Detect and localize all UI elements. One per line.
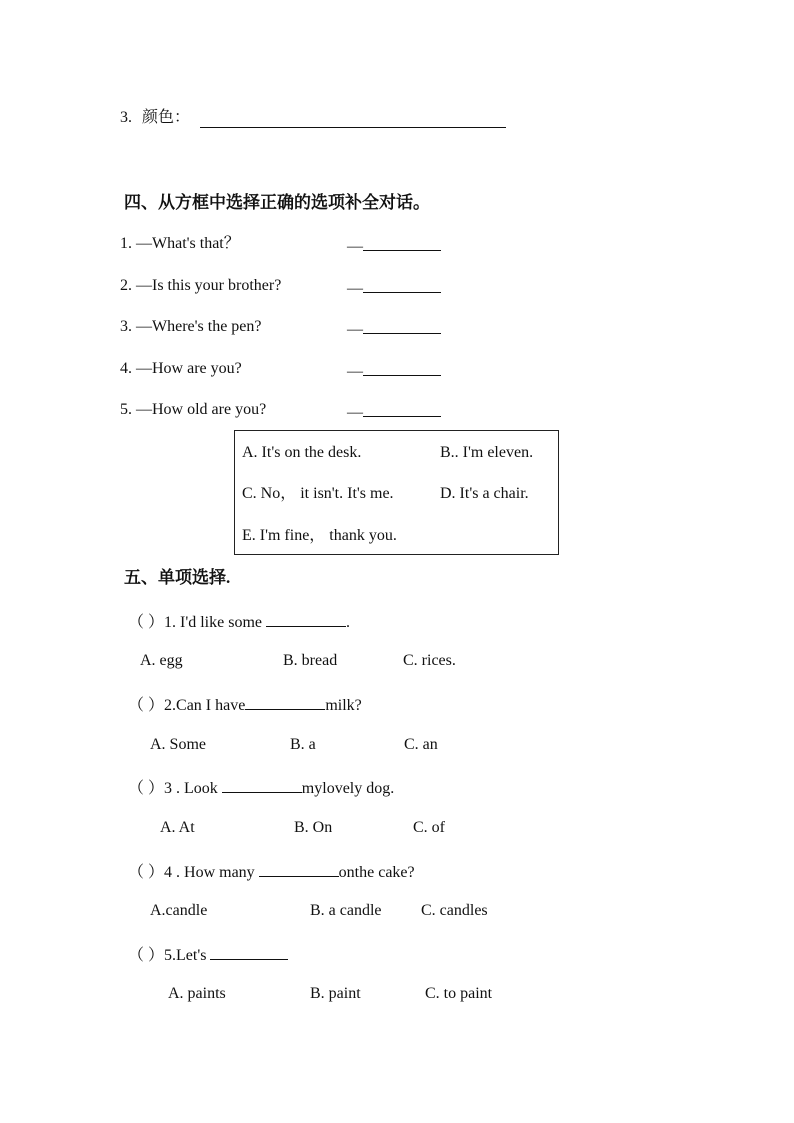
dialog-answer-blank[interactable] (363, 359, 441, 376)
mc-choice-1b: B. bread (283, 652, 338, 669)
mc-question-4 (128, 860, 415, 883)
mc-question-3 (128, 776, 394, 799)
mc-question-5 (128, 943, 288, 966)
dialog-answer-blank[interactable] (363, 317, 441, 334)
dialog-answer-5 (347, 400, 441, 423)
color-question-number: 3. (120, 109, 132, 126)
mc-question-text: 3 . Look (164, 780, 222, 797)
mc-choice-5c: C. to paint (425, 985, 493, 1002)
mc-answer-blank[interactable] (222, 776, 302, 793)
dialog-dash: — (347, 280, 363, 297)
dialog-dash: — (347, 238, 363, 255)
dialog-answer-3 (347, 317, 441, 340)
mc-choice-3a: A. At (160, 819, 195, 836)
dialog-dash: — (347, 404, 363, 421)
mc-choice-1c: C. rices. (403, 652, 456, 669)
dialog-answer-1 (347, 234, 441, 257)
dialog-question-2: 2. —Is this your brother? (120, 277, 282, 294)
dialog-dash: — (347, 321, 363, 338)
color-answer-blank[interactable] (200, 108, 506, 128)
mc-choice-4b: B. a candle (310, 902, 382, 919)
mc-question-text: 5.Let's (164, 947, 211, 964)
mc-answer-blank[interactable] (245, 693, 325, 710)
option-e: E. I'm fine， thank you. (242, 527, 397, 544)
mc-choice-5a: A. paints (168, 985, 226, 1002)
option-c: C. No， it isn't. It's me. (242, 485, 394, 502)
mc-question-text-end: mylovely dog. (301, 780, 395, 797)
dialog-answer-4 (347, 359, 441, 382)
mc-question-text: 2.Can I have (164, 697, 246, 714)
mc-question-text-end: milk? (325, 697, 362, 714)
mc-answer-blank[interactable] (259, 860, 339, 877)
dialog-answer-blank[interactable] (363, 400, 441, 417)
option-a: A. It's on the desk. (242, 444, 362, 461)
dialog-answer-blank[interactable] (363, 234, 441, 251)
dialog-dash: — (347, 363, 363, 380)
dialog-answer-2 (347, 276, 441, 299)
mc-choice-1a: A. egg (140, 652, 183, 669)
mc-answer-blank[interactable] (266, 610, 346, 627)
mc-question-text-end: . (346, 614, 350, 631)
option-b: B.. I'm eleven. (440, 444, 534, 461)
mc-answer-blank[interactable] (210, 943, 288, 960)
mc-choice-4a: A.candle (150, 902, 208, 919)
mc-choice-3b: B. On (294, 819, 333, 836)
mc-choice-2c: C. an (404, 736, 438, 753)
mc-choice-3c: C. of (413, 819, 445, 836)
section5-heading: 五、单项选择. (124, 568, 231, 587)
mc-question-text: 1. I'd like some (164, 614, 266, 631)
mc-question-2 (128, 693, 362, 716)
option-d: D. It's a chair. (440, 485, 529, 502)
dialog-question-4: 4. —How are you? (120, 360, 242, 377)
dialog-question-3: 3. —Where's the pen? (120, 318, 262, 335)
dialog-answer-blank[interactable] (363, 276, 441, 293)
mc-choice-2a: A. Some (150, 736, 206, 753)
mc-question-text: 4 . How many (164, 864, 259, 881)
mc-question-text-end: onthe cake? (338, 864, 415, 881)
answer-parenthesis[interactable]: （ ） (128, 780, 165, 797)
color-question-label: 颜色： (142, 109, 191, 126)
mc-choice-5b: B. paint (310, 985, 361, 1002)
answer-parenthesis[interactable]: （ ） (128, 864, 165, 881)
section4-heading: 四、从方框中选择正确的选项补全对话。 (124, 193, 430, 212)
mc-question-1 (128, 610, 350, 633)
mc-choice-2b: B. a (290, 736, 316, 753)
answer-parenthesis[interactable]: （ ） (128, 697, 165, 714)
answer-parenthesis[interactable]: （ ） (128, 947, 165, 964)
color-question (120, 108, 190, 128)
mc-choice-4c: C. candles (421, 902, 488, 919)
dialog-question-5: 5. —How old are you? (120, 401, 267, 418)
dialog-question-1: 1. —What's that？ (120, 235, 240, 252)
answer-parenthesis[interactable]: （ ） (128, 614, 165, 631)
